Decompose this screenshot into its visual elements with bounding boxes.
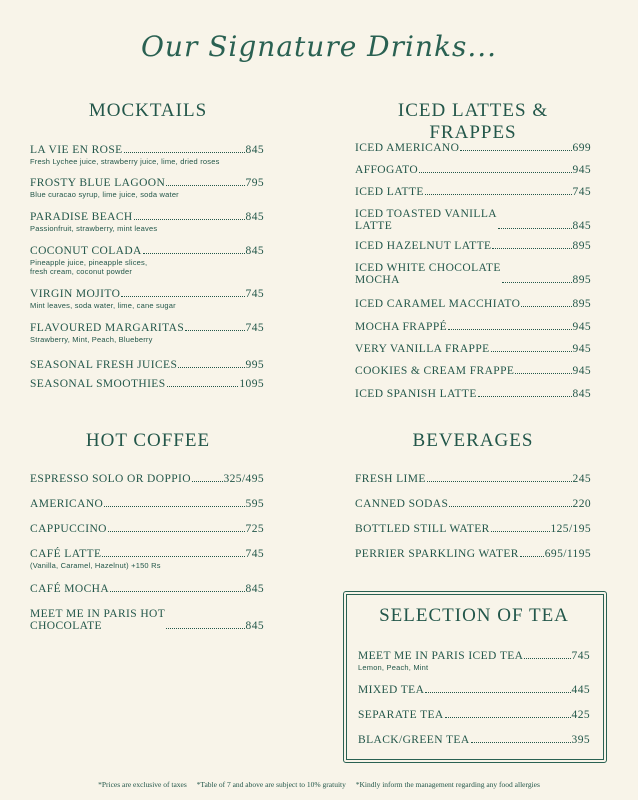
item-price: 945 — [572, 164, 591, 176]
menu-item-row — [358, 734, 590, 746]
item-name: MEET ME IN PARIS ICED TEA — [358, 650, 524, 662]
dot-leader — [185, 330, 244, 331]
item-name: PARADISE BEACH — [30, 211, 133, 223]
item-price: 1095 — [239, 378, 264, 390]
menu-item-tea — [358, 709, 590, 721]
dot-leader — [108, 531, 245, 532]
item-price: 845 — [572, 388, 591, 400]
item-price: 845 — [245, 144, 264, 156]
footer-note-gratuity: *Table of 7 and above are subject to 10% gratuity — [196, 780, 346, 789]
dot-leader — [110, 591, 244, 592]
menu-item-mocktails — [30, 177, 264, 199]
item-name: ICED CARAMEL MACCHIATO — [355, 298, 521, 310]
item-price: 695/1195 — [544, 548, 591, 560]
item-price: 845 — [572, 220, 591, 232]
item-price: 845 — [245, 620, 264, 632]
menu-item-hot — [30, 523, 264, 535]
menu-item-row — [30, 473, 264, 485]
menu-item-row — [355, 186, 591, 198]
footer-notes — [0, 780, 638, 789]
item-price: 845 — [245, 583, 264, 595]
menu-item-row — [30, 288, 264, 300]
item-name: COOKIES & CREAM FRAPPE — [355, 365, 515, 377]
menu-item-mocktails — [30, 322, 264, 344]
menu-item-iced — [355, 142, 591, 154]
footer-note-taxes: *Prices are exclusive of taxes — [98, 780, 187, 789]
item-name: VERY VANILLA FRAPPE — [355, 343, 490, 355]
dot-leader — [121, 296, 244, 297]
menu-item-iced — [355, 186, 591, 198]
menu-item-row — [355, 164, 591, 176]
item-name: FRESH LIME — [355, 473, 426, 485]
menu-item-iced — [355, 365, 591, 377]
item-name: FLAVOURED MARGARITAS — [30, 322, 185, 334]
item-name: SEASONAL SMOOTHIES — [30, 378, 166, 390]
item-description: Blue curacao syrup, lime juice, soda water — [30, 190, 179, 199]
menu-item-row — [30, 245, 264, 257]
menu-item-row — [355, 208, 591, 232]
item-name: BLACK/GREEN TEA — [358, 734, 470, 746]
menu-item-row — [30, 177, 264, 189]
menu-item-row — [30, 583, 264, 595]
menu-item-mocktails — [30, 288, 264, 310]
menu-item-hot — [30, 608, 264, 632]
menu-item-row — [355, 240, 591, 252]
dot-leader — [166, 185, 244, 186]
item-price: 245 — [572, 473, 591, 485]
section-heading-iced: ICED LATTES & FRAPPES — [397, 100, 549, 143]
item-name: MIXED TEA — [358, 684, 425, 696]
item-description: (Vanilla, Caramel, Hazelnut) +150 Rs — [30, 561, 161, 570]
menu-item-row — [30, 211, 264, 223]
item-name: SEPARATE TEA — [358, 709, 444, 721]
item-price: 745 — [245, 322, 264, 334]
menu-item-row — [355, 262, 591, 286]
dot-leader — [102, 556, 244, 557]
dot-leader — [167, 386, 239, 387]
item-name: ICED SPANISH LATTE — [355, 388, 477, 400]
item-price: 745 — [571, 650, 590, 662]
item-name: ICED HAZELNUT LATTE — [355, 240, 492, 252]
item-description: Strawberry, Mint, Peach, Blueberry — [30, 335, 153, 344]
menu-item-row — [355, 298, 591, 310]
dot-leader — [449, 506, 571, 507]
dot-leader — [502, 282, 572, 283]
menu-item-row — [355, 343, 591, 355]
menu-item-iced — [355, 321, 591, 333]
dot-leader — [166, 628, 244, 629]
dot-leader — [491, 351, 572, 352]
dot-leader — [460, 150, 571, 151]
footer-note-allergies: *Kindly inform the management regarding any food allergies — [355, 780, 540, 789]
menu-item-iced — [355, 164, 591, 176]
menu-item-tea — [358, 650, 590, 672]
dot-leader — [524, 658, 570, 659]
item-name: MOCHA FRAPPÉ — [355, 321, 448, 333]
item-name: ICED AMERICANO — [355, 142, 460, 154]
section-heading-beverages: BEVERAGES — [412, 430, 534, 451]
item-price: 945 — [572, 343, 591, 355]
menu-item-iced — [355, 343, 591, 355]
menu-item-iced — [355, 208, 591, 232]
item-name: AFFOGATO — [355, 164, 419, 176]
item-name: SEASONAL FRESH JUICES — [30, 359, 178, 371]
menu-item-hot — [30, 583, 264, 595]
item-price: 895 — [572, 274, 591, 286]
dot-leader — [124, 152, 245, 153]
item-description: Mint leaves, soda water, lime, cane sugar — [30, 301, 176, 310]
dot-leader — [425, 194, 572, 195]
menu-item-beverages — [355, 498, 591, 510]
item-description: Lemon, Peach, Mint — [358, 663, 429, 672]
menu-item-beverages — [355, 548, 591, 560]
menu-item-mocktails — [30, 245, 264, 276]
dot-leader — [491, 531, 550, 532]
item-price: 125/195 — [550, 523, 591, 535]
menu-item-row — [30, 359, 264, 371]
menu-item-tea — [358, 734, 590, 746]
menu-item-mocktails — [30, 359, 264, 371]
dot-leader — [427, 481, 572, 482]
dot-leader — [425, 692, 570, 693]
menu-item-row — [355, 473, 591, 485]
dot-leader — [445, 717, 571, 718]
menu-item-iced — [355, 262, 591, 286]
item-price: 445 — [571, 684, 590, 696]
menu-title: Our Signature Drinks... — [140, 30, 498, 63]
dot-leader — [521, 306, 571, 307]
menu-item-row — [358, 709, 590, 721]
menu-item-row — [30, 548, 264, 560]
menu-item-hot — [30, 498, 264, 510]
item-price: 725 — [245, 523, 264, 535]
dot-leader — [143, 253, 245, 254]
item-price: 325/495 — [223, 473, 264, 485]
menu-item-mocktails — [30, 211, 264, 233]
menu-item-row — [355, 142, 591, 154]
item-name: BOTTLED STILL WATER — [355, 523, 490, 535]
menu-item-row — [355, 548, 591, 560]
menu-item-beverages — [355, 473, 591, 485]
menu-item-beverages — [355, 523, 591, 535]
item-name: CAFÉ LATTE — [30, 548, 102, 560]
item-price: 845 — [245, 245, 264, 257]
dot-leader — [104, 506, 244, 507]
item-price: 745 — [572, 186, 591, 198]
menu-item-row — [30, 498, 264, 510]
item-name: ICED LATTE — [355, 186, 424, 198]
item-price: 845 — [245, 211, 264, 223]
section-heading-hot-coffee: HOT COFFEE — [85, 430, 211, 451]
item-name: COCONUT COLADA — [30, 245, 142, 257]
menu-item-row — [355, 523, 591, 535]
menu-item-row — [355, 498, 591, 510]
menu-item-hot — [30, 473, 264, 485]
item-name: ESPRESSO SOLO OR DOPPIO — [30, 473, 191, 485]
menu-item-tea — [358, 684, 590, 696]
menu-item-row — [30, 608, 264, 632]
item-name: PERRIER SPARKLING WATER — [355, 548, 519, 560]
dot-leader — [515, 373, 571, 374]
item-price: 945 — [572, 365, 591, 377]
item-price: 895 — [572, 298, 591, 310]
item-price: 745 — [245, 548, 264, 560]
dot-leader — [448, 329, 572, 330]
menu-item-row — [355, 388, 591, 400]
dot-leader — [498, 228, 572, 229]
menu-item-hot — [30, 548, 264, 570]
dot-leader — [192, 481, 223, 482]
dot-leader — [471, 742, 571, 743]
menu-item-row — [30, 322, 264, 334]
dot-leader — [178, 367, 244, 368]
item-name: CANNED SODAS — [355, 498, 449, 510]
item-price: 395 — [571, 734, 590, 746]
item-description: Pineapple juice, pineapple slices, fresh cream, coconut powder — [30, 258, 148, 276]
item-price: 995 — [245, 359, 264, 371]
menu-item-iced — [355, 388, 591, 400]
item-name: CAFÉ MOCHA — [30, 583, 110, 595]
menu-item-row — [30, 144, 264, 156]
item-name: VIRGIN MOJITO — [30, 288, 121, 300]
menu-item-row — [355, 321, 591, 333]
item-price: 745 — [245, 288, 264, 300]
dot-leader — [478, 396, 572, 397]
section-heading-mocktails: MOCKTAILS — [88, 100, 208, 121]
menu-item-iced — [355, 298, 591, 310]
item-price: 595 — [245, 498, 264, 510]
section-heading-tea: SELECTION OF TEA — [379, 605, 569, 626]
menu-item-row — [358, 684, 590, 696]
item-price: 795 — [245, 177, 264, 189]
item-price: 425 — [571, 709, 590, 721]
dot-leader — [492, 248, 571, 249]
item-name: LA VIE EN ROSE — [30, 144, 123, 156]
item-name: MEET ME IN PARIS HOT CHOCOLATE — [30, 608, 166, 632]
item-description: Fresh Lychee juice, strawberry juice, lime, dried roses — [30, 157, 220, 166]
menu-item-row — [355, 365, 591, 377]
menu-item-row — [30, 378, 264, 390]
menu-item-row — [358, 650, 590, 662]
item-name: ICED TOASTED VANILLA LATTE — [355, 208, 497, 232]
item-price: 895 — [572, 240, 591, 252]
menu-item-iced — [355, 240, 591, 252]
item-price: 699 — [572, 142, 591, 154]
item-name: FROSTY BLUE LAGOON — [30, 177, 166, 189]
dot-leader — [134, 219, 245, 220]
item-name: AMERICANO — [30, 498, 104, 510]
item-name: ICED WHITE CHOCOLATE MOCHA — [355, 262, 501, 286]
item-price: 220 — [572, 498, 591, 510]
dot-leader — [419, 172, 571, 173]
item-description: Passionfruit, strawberry, mint leaves — [30, 224, 158, 233]
dot-leader — [520, 556, 544, 557]
menu-item-row — [30, 523, 264, 535]
menu-item-mocktails — [30, 378, 264, 390]
item-name: CAPPUCCINO — [30, 523, 107, 535]
item-price: 945 — [572, 321, 591, 333]
menu-item-mocktails — [30, 144, 264, 166]
